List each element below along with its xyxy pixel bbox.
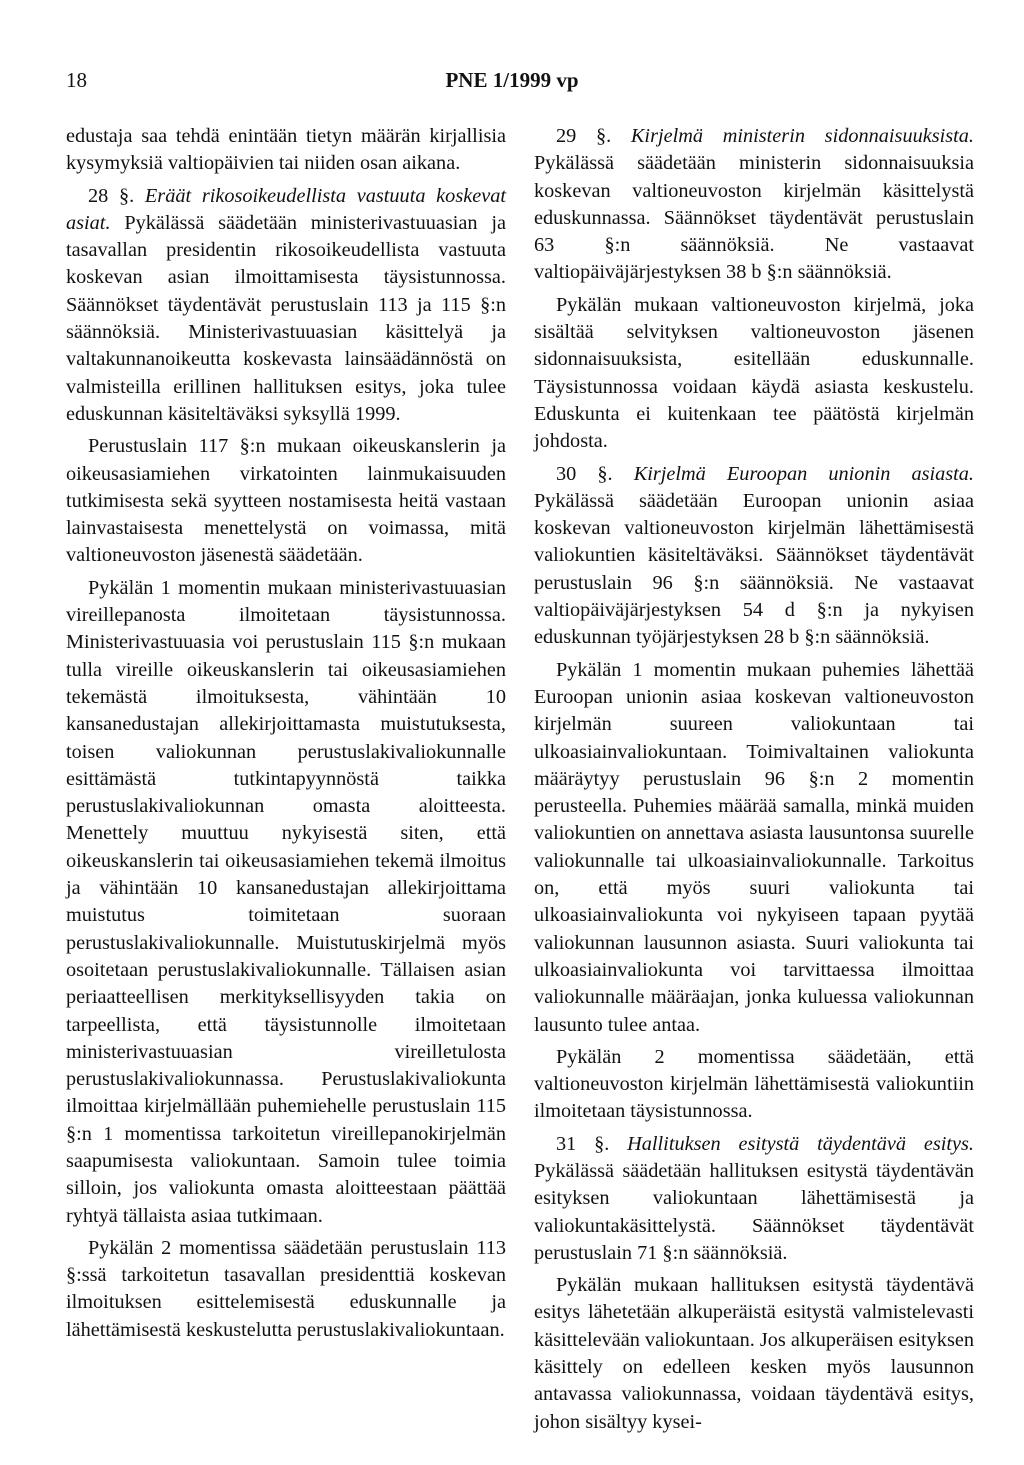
section-29-paragraph [534, 123, 974, 287]
section-31-paragraph [534, 1131, 974, 1267]
paragraph: Perustuslain 117 §:n mukaan oikeuskanslerin ja oikeusasiamiehen virkatointen lainmukaisuuden tutkimisesta sekä syytteen nostamisesta heitä vastaan lainvastaisesta menettelystä on voimassa, mitä valtioneuvoston jäsenestä säädetään. [66, 435, 506, 567]
section-28-paragraph [66, 183, 506, 429]
paragraph: Pykälän 1 momentin mukaan puhemies lähettää Euroopan unionin asiaa koskevan valtioneuvoston kirjelmän suureen valiokuntaan tai ulkoasiainvaliokuntaan. Toimivaltainen valiokunta määräytyy perustuslain 96 §:n 2 momentin perusteella. Puhemies määrää samalla, minkä muiden valiokuntien on annettava asiasta lausuntonsa suurelle valiokunnalle tai ulkoasiainvaliokunnalle. Tarkoitus on, että myös suuri valiokunta tai ulkoasiainvaliokunta voi nykyiseen tapaan pyytää valiokunnan lausunnon asiasta. Suuri valiokunta tai ulkoasiainvaliokunta voi tarvittaessa ilmoittaa valiokunnalle määräajan, jonka kuluessa valiokunnan lausunto tulee antaa. [534, 658, 974, 1036]
section-title: Kirjelmä ministerin sidonnaisuuksista. [630, 125, 974, 147]
section-title: Hallituksen esitystä täydentävä esitys. [627, 1132, 975, 1155]
paragraph: Pykälän mukaan valtioneuvoston kirjelmä, joka sisältää selvityksen valtioneuvoston jäsenen sidonnaisuuksista, esitellään eduskunnalle. Täysistunnossa voidaan käydä asiasta keskustelu. Eduskunta ei kuitenkaan tee päätöstä kirjelmän johdosta. [534, 293, 974, 453]
section-number: 31 §. [556, 1132, 610, 1155]
paragraph: Pykälän 2 momentissa säädetään perustuslain 113 §:ssä tarkoitetun tasavallan presidenttiä koskevan ilmoituksen esittelemisestä eduskunnalle ja lähettämisestä keskustelutta perustuslakivaliokuntaan. [66, 1236, 506, 1341]
section-number: 28 §. [88, 184, 135, 207]
paragraph: Pykälän 2 momentissa säädetään, että valtioneuvoston kirjelmän lähettämisestä valiokuntiin ilmoitetaan täysistunnossa. [534, 1045, 974, 1123]
section-30-paragraph [534, 461, 974, 652]
left-column [66, 123, 506, 1349]
right-column [534, 123, 974, 1441]
section-title: Eräät rikosoikeudellista vastuuta koskevat asiat. [66, 184, 506, 234]
paragraph: edustaja saa tehdä enintään tietyn määrän kirjallisia kysymyksiä valtiopäivien tai niiden osan aikana. [66, 125, 506, 175]
section-number: 29 §. [556, 125, 612, 147]
paragraph: Pykälän 1 momentin mukaan ministerivastuuasian vireillepanosta ilmoitetaan täysistunnossa. Ministerivastuuasia voi perustuslain 115 §:n mukaan tulla vireille oikeuskanslerin tai oikeusasiamiehen tekemästä ilmoituksesta, vähintään 10 kansanedustajan allekirjoittamasta muistutuksesta, toisen valiokunnan perustuslakivaliokunnalle esittämästä tutkintapyynnöstä taikka perustuslakivaliokunnan omasta aloitteesta. Menettely muuttuu nykyisestä siten, että oikeuskanslerin tai oikeusasiamiehen tekemä ilmoitus ja vähintään 10 kansanedustajan allekirjoittama muistutus toimitetaan suoraan perustuslakivaliokunnalle. Muistutuskirjelmä myös osoitetaan perustuslakivaliokunnalle. Tällaisen asian periaatteellisen merkityksellisyyden takia on tarpeellista, että täysistunnolle ilmoitetaan ministerivastuuasian vireilletulosta perustuslakivaliokunnassa. Perustuslakivaliokunta ilmoittaa kirjelmällään puhemiehelle perustuslain 115 §:n 1 momentissa tarkoitetun vireillepanokirjelmän saapumisesta valiokuntaan. Samoin tulee toimia silloin, jos valiokunta omasta aloitteestaan päättää ryhtyä tällaista asiaa tutkimaan. [66, 576, 506, 1227]
section-body: Pykälässä säädetään Euroopan unionin asiaa koskevan valtioneuvoston kirjelmän lähettämisestä valiokuntien käsiteltäväksi. Säännökset täydentävät perustuslain 96 §:n säännöksiä. Ne vastaavat valtiopäiväjärjestyksen 54 d §:n ja nykyisen eduskunnan työjärjestyksen 28 b §:n säännöksiä. [534, 489, 974, 649]
section-number: 30 §. [556, 462, 613, 485]
section-body: Pykälässä säädetään hallituksen esitystä täydentävän esityksen valiokuntaan lähettämisestä ja valiokuntakäsittelystä. Säännökset täydentävät perustuslain 71 §:n säännöksiä. [534, 1159, 974, 1264]
page-number: 18 [66, 68, 87, 92]
section-body: Pykälässä säädetään ministerin sidonnaisuuksia koskevan valtioneuvoston kirjelmän käsittelystä eduskunnassa. Säännökset täydentävät perustuslain 63 §:n säännöksiä. Ne vastaavat valtiopäiväjärjestyksen 38 b §:n säännöksiä. [534, 152, 974, 284]
section-title: Kirjelmä Euroopan unionin asiasta. [633, 462, 975, 485]
section-body: Pykälässä säädetään ministerivastuuasian ja tasavallan presidentin rikosoikeudellista vastuuta koskevan asian ilmoittamisesta täysistunnossa. Säännökset täydentävät perustuslain 113 ja 115 §:n säännöksiä. Ministerivastuuasian käsittelyä ja valtakunnanoikeutta koskevasta lainsäädännöstä on valmisteilla erillinen hallituksen esitys, joka tulee eduskunnan käsiteltäväksi syksyllä 1999. [66, 211, 506, 425]
document-code: PNE 1/1999 vp [445, 68, 579, 92]
paragraph: Pykälän mukaan hallituksen esitystä täydentävä esitys lähetetään alkuperäistä esitystä valmistelevasti käsittelevään valiokuntaan. Jos alkuperäisen esityksen käsittely on edelleen kesken myös lausunnon antavassa valiokunnassa, voidaan täydentävä esitys, johon sisältyy kysei- [534, 1274, 974, 1433]
